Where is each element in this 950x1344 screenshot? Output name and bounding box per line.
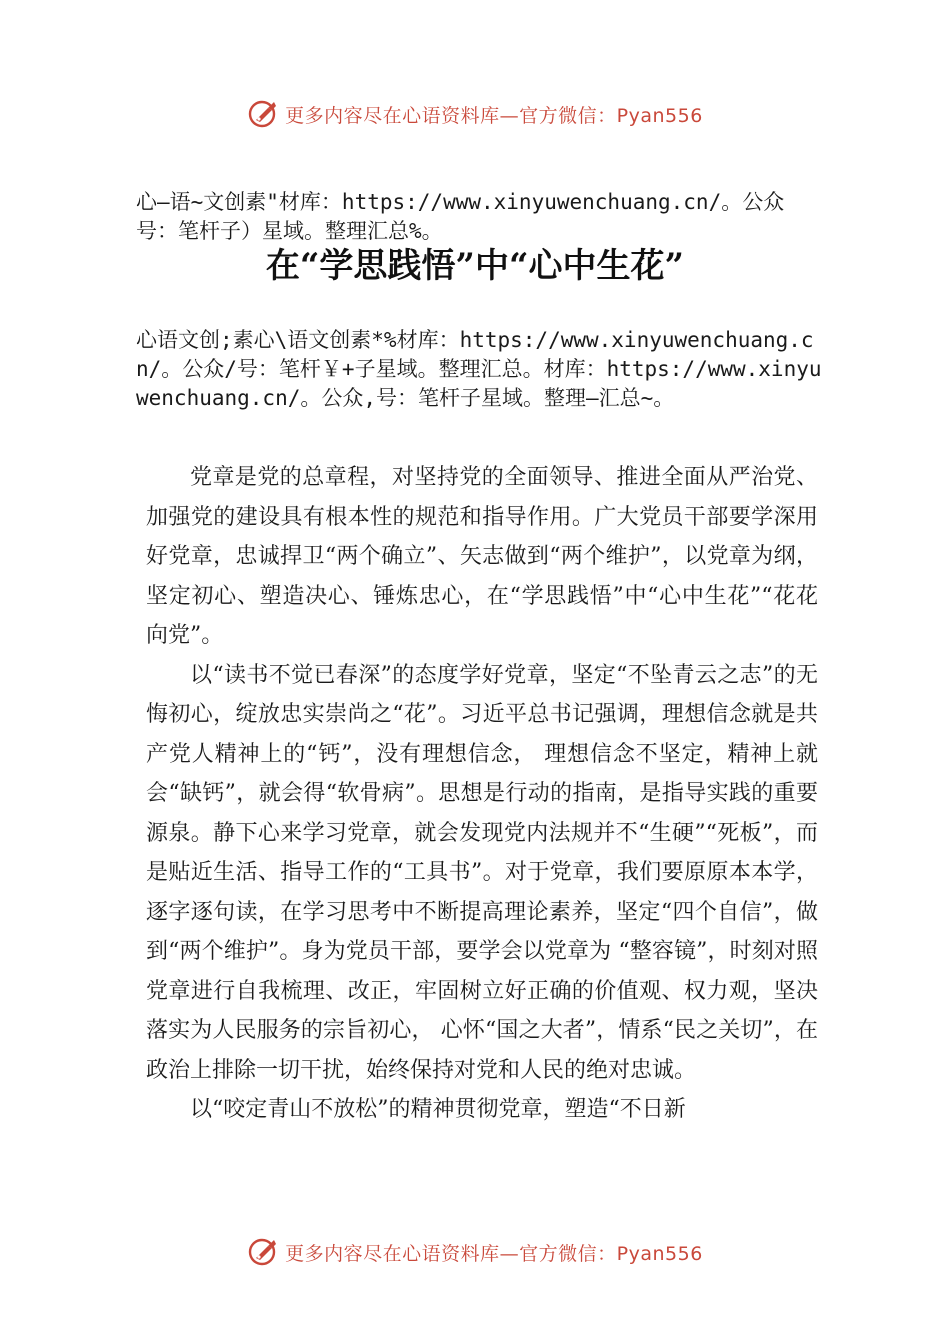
footer-banner xyxy=(0,1232,950,1272)
banner-text: 更多内容尽在心语资料库—官方微信：Pyan556 xyxy=(285,104,703,127)
document-title: 在“学思践悟”中“心中生花” xyxy=(265,246,685,286)
watermark-text-2: 心语文创;素心\语文创素*%材库：https://www.xinyuwenchuang.cn/。公众/号：笔杆￥+子星域。整理汇总。材库：https://www.xinyuwenchuang.cn/。公众,号：笔杆子星域。整理—汇总~。 xyxy=(136,328,822,410)
pen-nib-circle-logo xyxy=(247,97,281,131)
paragraph: 以“读书不觉已春深”的态度学好党章，坚定“不坠青云之志”的无悔初心，绽放忠实崇尚之“花”。习近平总书记强调，理想信念就是共产党人精神上的“钙”，没有理想信念， 理想信念不坚定，精神上就会“缺钙”，就会得“软骨病”。思想是行动的指南，是指导实践的重要源泉。静下心来学习党章，就会发现党内法规并不“生硬”“死板”，而是贴近生活、指导工作的“工具书”。对于党章，我们要原原本本学， 逐字逐句读，在学习思考中不断提高理论素养，坚定“四个自信”，做到“两个维护”。身为党员干部，要学会以党章为 “整容镜”，时刻对照党章进行自我梳理、改正，牢固树立好正确的价值观、权力观，坚决落实为人民服务的宗旨初心， 心怀“国之大者”，情系“民之关切”，在政治上排除一切干扰，始终保持对党和人民的绝对忠诚。 xyxy=(146,662,818,1083)
header-banner xyxy=(0,94,950,134)
watermark-text-1: 心—语~文创素"材库：https://www.xinyuwenchuang.cn/。公众号：笔杆子）星域。整理汇总%。 xyxy=(136,190,785,243)
paragraph: 党章是党的总章程，对坚持党的全面领导、推进全面从严治党、加强党的建设具有根本性的规范和指导作用。广大党员干部要学深用好党章，忠诚捍卫“两个确立”、矢志做到“两个维护”，以党章为纲，坚定初心、塑造决心、锤炼忠心，在“学思践悟”中“心中生花”“花花向党”。 xyxy=(146,465,818,648)
pen-nib-circle-logo xyxy=(247,1235,281,1269)
paragraph: 以“咬定青山不放松”的精神贯彻党章，塑造“不日新 xyxy=(190,1097,686,1122)
banner-text: 更多内容尽在心语资料库—官方微信：Pyan556 xyxy=(285,1242,703,1265)
document-body xyxy=(146,458,818,1130)
